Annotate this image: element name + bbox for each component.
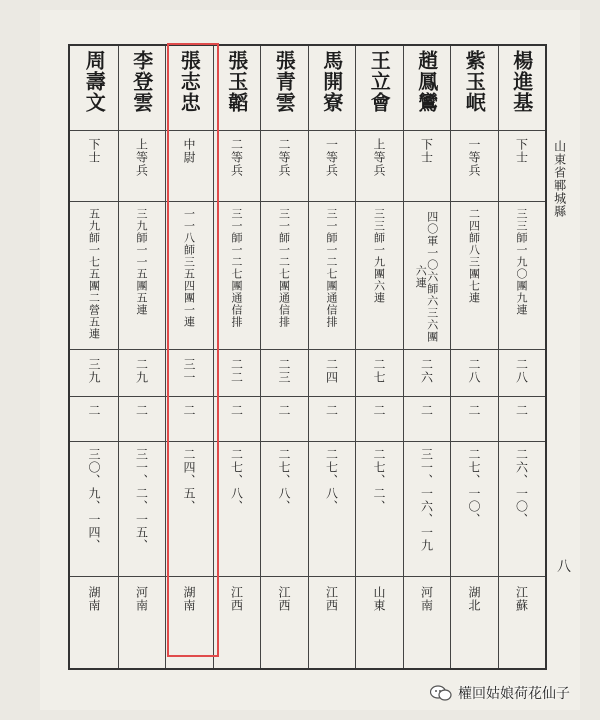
- cell-rank: [260, 138, 308, 198]
- province-text: 江蘇: [514, 586, 529, 612]
- province-text: 江西: [229, 586, 244, 612]
- cell-age: [308, 358, 356, 394]
- unit-text: 四〇軍一〇六師六三六團六連: [414, 211, 439, 343]
- cell-rank: [118, 138, 166, 198]
- province-text: 江西: [277, 586, 292, 612]
- date-text: 二七、八、: [277, 448, 292, 513]
- name-text: 王立會: [367, 50, 392, 113]
- highlight-box: [167, 43, 219, 657]
- name-text: 張玉韜: [224, 50, 249, 113]
- cell-date: [70, 448, 118, 574]
- field-text: 二: [467, 404, 482, 417]
- cell-province: [355, 586, 403, 666]
- cell-age: [260, 358, 308, 394]
- name-text: 趙鳳鸞: [414, 50, 439, 113]
- age-text: 二六: [419, 358, 434, 384]
- cell-name: [70, 50, 118, 128]
- cell-unit: [308, 208, 356, 346]
- cell-date: [355, 448, 403, 574]
- field-text: 二: [87, 404, 102, 417]
- cell-unit: [260, 208, 308, 346]
- cell-age: [118, 358, 166, 394]
- age-text: 二八: [467, 358, 482, 384]
- province-text: 湖南: [182, 586, 197, 612]
- cell-age: [70, 358, 118, 394]
- unit-text: 二四師八三團七連: [467, 208, 481, 304]
- cell-rank: [70, 138, 118, 198]
- age-text: 二三: [277, 358, 292, 384]
- age-text: 二九: [134, 358, 149, 384]
- field-text: 二: [229, 404, 244, 417]
- province-text: 湖北: [467, 586, 482, 612]
- cell-rank: [450, 138, 498, 198]
- unit-text: 三一師一二七團通信排: [277, 208, 291, 328]
- province-text: 河南: [134, 586, 149, 612]
- cell-province: [70, 586, 118, 666]
- age-text: 三九: [87, 358, 102, 384]
- unit-text: 五九師一七五團二營五連: [87, 208, 101, 340]
- cell-age: [213, 358, 261, 394]
- cell-rank: [498, 138, 546, 198]
- rank-text: 二等兵: [229, 138, 244, 177]
- cell-field: [450, 404, 498, 440]
- field-text: 二: [324, 404, 339, 417]
- cell-unit: [450, 208, 498, 346]
- page-number: 八: [557, 559, 571, 575]
- date-text: 二七、八、: [324, 448, 339, 513]
- rank-text: 一等兵: [467, 138, 482, 177]
- cell-date: [213, 448, 261, 574]
- cell-unit: [403, 208, 451, 346]
- name-text: 李登雲: [129, 50, 154, 113]
- cell-unit: [118, 208, 166, 346]
- cell-field: [260, 404, 308, 440]
- name-text: 紫玉岷: [462, 50, 487, 113]
- cell-unit: [355, 208, 403, 346]
- field-text: 二: [277, 404, 292, 417]
- name-text: 張青雲: [272, 50, 297, 113]
- province-text: 湖南: [87, 586, 102, 612]
- field-text: 二: [372, 404, 387, 417]
- date-text: 三一、一六、一九: [419, 448, 434, 552]
- unit-text: 一一八師三五四團一連: [182, 208, 196, 328]
- date-text: 三一、二、一五、: [134, 448, 149, 552]
- name-text: 馬開寮: [319, 50, 344, 113]
- field-text: 二: [134, 404, 149, 417]
- unit-text: 三一師一二七團通信排: [325, 208, 339, 328]
- cell-province: [308, 586, 356, 666]
- field-text: 二: [419, 404, 434, 417]
- date-text: 三〇、九、一四、: [87, 448, 102, 552]
- cell-unit: [70, 208, 118, 346]
- cell-province: [260, 586, 308, 666]
- rank-text: 下士: [514, 138, 529, 164]
- cell-field: [403, 404, 451, 440]
- cell-date: [308, 448, 356, 574]
- watermark-text: 權回姑娘荷花仙子: [458, 686, 570, 702]
- cell-rank: [213, 138, 261, 198]
- cell-name: [450, 50, 498, 128]
- cell-field: [355, 404, 403, 440]
- rank-text: 二等兵: [277, 138, 292, 177]
- cell-rank: [355, 138, 403, 198]
- cell-name: [118, 50, 166, 128]
- unit-text: 三三師一九〇團九連: [515, 208, 529, 316]
- cell-name: [308, 50, 356, 128]
- roster-table: [68, 44, 547, 670]
- rank-text: 一等兵: [324, 138, 339, 177]
- watermark: [430, 680, 570, 706]
- cell-field: [70, 404, 118, 440]
- age-text: 二七: [372, 358, 387, 384]
- cell-province: [118, 586, 166, 666]
- rank-text: 上等兵: [134, 138, 149, 177]
- cell-rank: [403, 138, 451, 198]
- cell-field: [498, 404, 546, 440]
- date-text: 二七、八、: [229, 448, 244, 513]
- unit-text: 三九師一一五團五連: [135, 208, 149, 316]
- unit-text: 三三師一九團六連: [372, 208, 386, 304]
- unit-text: 三一師一二七團通信排: [230, 208, 244, 328]
- province-text: 河南: [419, 586, 434, 612]
- province-text: 江西: [324, 586, 339, 612]
- age-text: 二二: [229, 358, 244, 384]
- cell-province: [450, 586, 498, 666]
- cell-unit: [498, 208, 546, 346]
- cell-field: [118, 404, 166, 440]
- rank-text: 下士: [87, 138, 102, 164]
- cell-name: [498, 50, 546, 128]
- date-text: 二七、一〇、: [467, 448, 482, 526]
- cell-date: [498, 448, 546, 574]
- cell-age: [355, 358, 403, 394]
- field-text: 二: [182, 404, 197, 417]
- rank-text: 上等兵: [372, 138, 387, 177]
- cell-province: [403, 586, 451, 666]
- name-text: 張志忠: [177, 50, 202, 113]
- province-text: 山東: [372, 586, 387, 612]
- age-text: 二四: [324, 358, 339, 384]
- cell-province: [213, 586, 261, 666]
- cell-age: [498, 358, 546, 394]
- rank-text: 中尉: [182, 138, 197, 164]
- date-text: 二四、五、: [182, 448, 197, 513]
- name-text: 周壽文: [82, 50, 107, 113]
- cell-date: [450, 448, 498, 574]
- cell-unit: [213, 208, 261, 346]
- cell-name: [213, 50, 261, 128]
- cell-age: [403, 358, 451, 394]
- cell-rank: [308, 138, 356, 198]
- date-text: 二七、二、: [372, 448, 387, 513]
- field-text: 二: [514, 404, 529, 417]
- age-text: 三一: [182, 358, 197, 384]
- age-text: 二八: [514, 358, 529, 384]
- cell-name: [355, 50, 403, 128]
- document-header: 山東省鄆城縣: [552, 140, 567, 218]
- cell-field: [308, 404, 356, 440]
- rank-text: 下士: [419, 138, 434, 164]
- cell-name: [403, 50, 451, 128]
- cell-province: [498, 586, 546, 666]
- cell-field: [213, 404, 261, 440]
- cell-date: [403, 448, 451, 574]
- cell-date: [118, 448, 166, 574]
- wechat-icon: [430, 684, 452, 702]
- date-text: 二六、一〇、: [514, 448, 529, 526]
- cell-age: [450, 358, 498, 394]
- name-text: 楊進基: [509, 50, 534, 113]
- cell-date: [260, 448, 308, 574]
- cell-name: [260, 50, 308, 128]
